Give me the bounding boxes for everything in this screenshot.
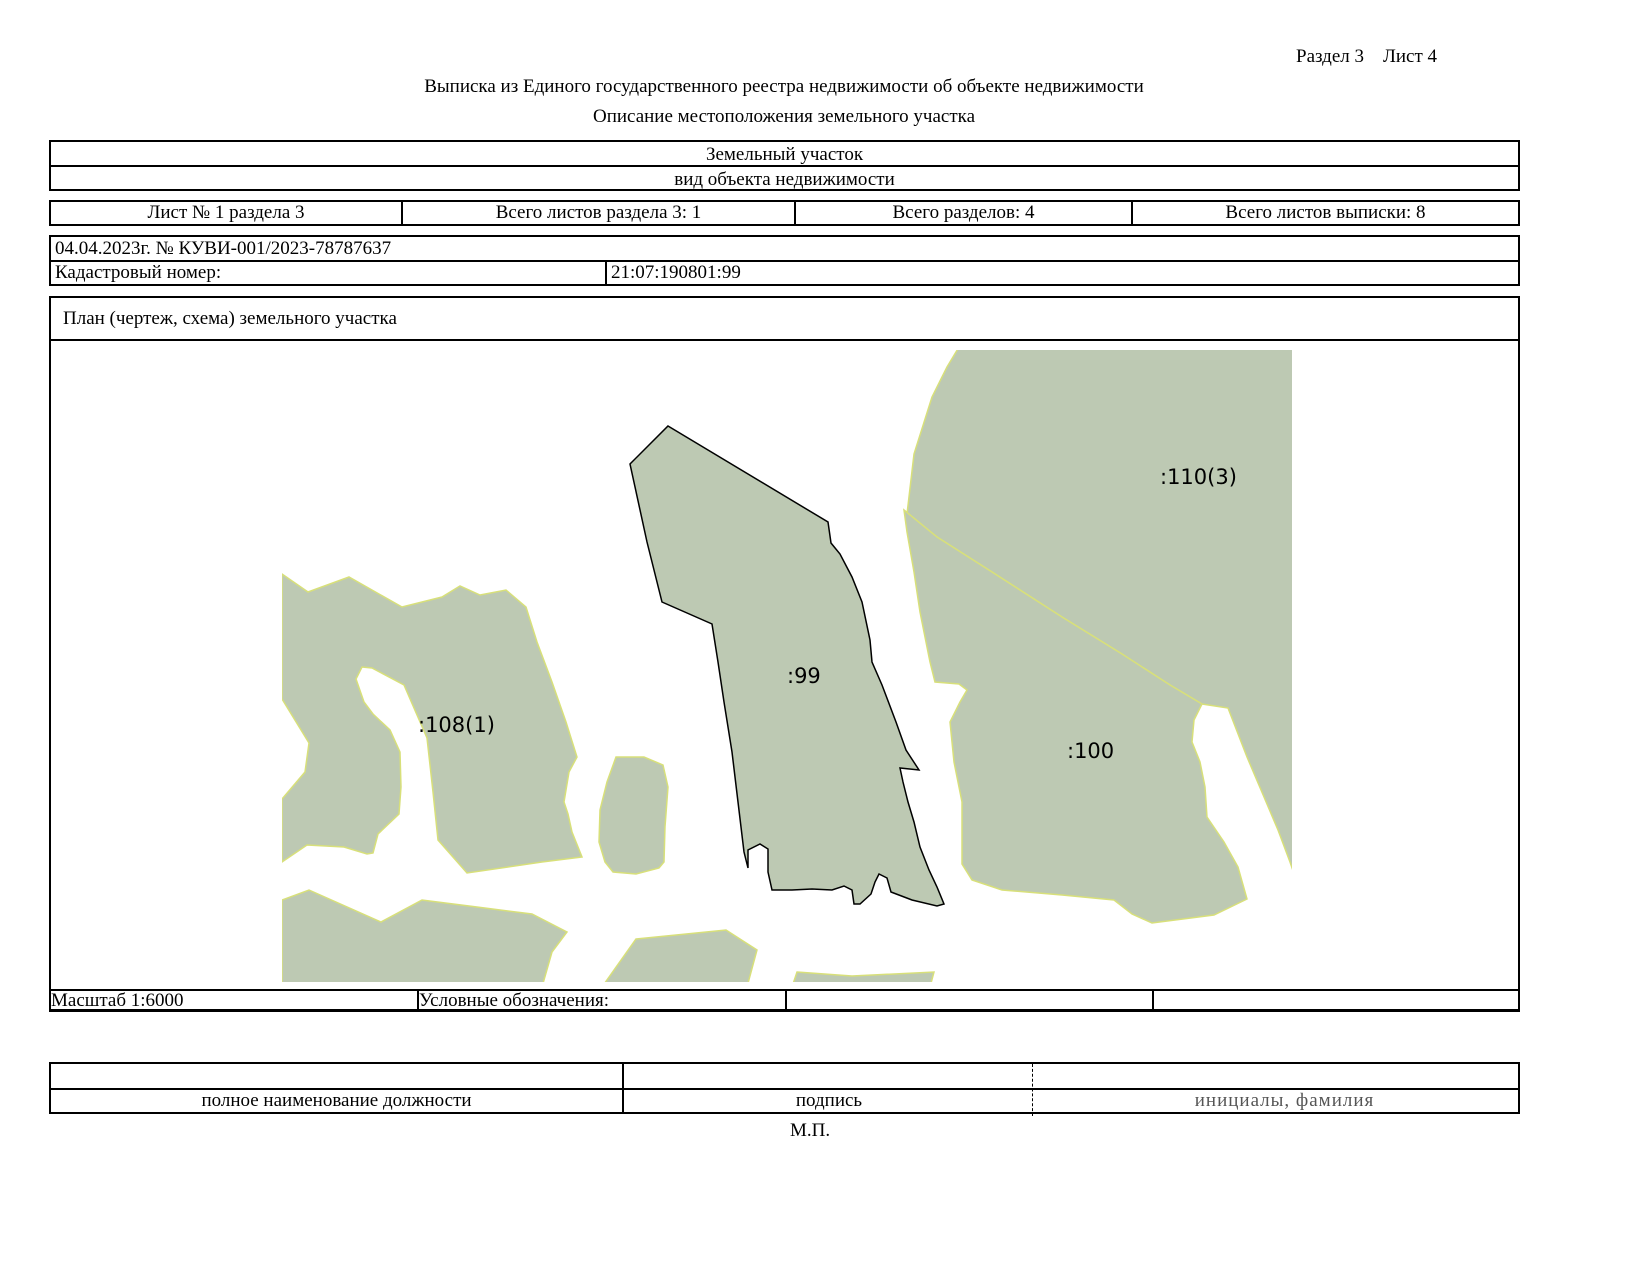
scale-label: Масштаб 1:6000 <box>51 991 184 1010</box>
registry-info <box>49 235 1520 286</box>
document-subtitle: Описание местоположения земельного участка <box>592 106 976 127</box>
stamp-placeholder: М.П. <box>790 1120 831 1141</box>
sheet-number: Лист № 1 раздела 3 <box>147 202 305 223</box>
divider <box>1152 991 1154 1010</box>
parcel-label-99: :99 <box>787 664 821 688</box>
legend-label: Условные обозначения: <box>419 991 610 1010</box>
cadastral-label: Кадастровый номер: <box>55 262 222 283</box>
divider <box>51 165 1518 167</box>
parcel-bottom-left <box>282 890 567 987</box>
plan-heading: План (чертеж, схема) земельного участка <box>63 307 397 329</box>
parcel-label-108: :108(1) <box>418 713 495 737</box>
initials-caption: инициалы, фамилия <box>1194 1090 1375 1111</box>
divider <box>785 991 787 1010</box>
total-sections: Всего разделов: 4 <box>892 202 1035 223</box>
object-type-name: Земельный участок <box>705 144 864 165</box>
total-extract-sheets: Всего листов выписки: 8 <box>1225 202 1426 223</box>
total-section-sheets: Всего листов раздела 3: 1 <box>495 202 702 223</box>
legend-row <box>49 989 1520 1012</box>
signature-caption: подпись <box>795 1090 863 1111</box>
signature-table <box>49 1062 1520 1114</box>
position-caption: полное наименование должности <box>201 1090 472 1111</box>
section-sheet-label: Раздел 3 Лист 4 <box>1296 46 1438 67</box>
object-type-box <box>49 140 1520 191</box>
parcel-bottom-middle <box>602 930 757 987</box>
document-title: Выписка из Единого государственного реестра недвижимости об объекте недвижимости <box>424 76 1144 97</box>
extract-date-number: 04.04.2023г. № КУВИ-001/2023-78787637 <box>55 237 392 259</box>
parcel-bottom-right <box>792 972 934 987</box>
sheets-info-row <box>49 200 1520 226</box>
land-plan-drawing <box>51 341 1518 991</box>
parcel-label-110: :110(3) <box>1160 465 1237 489</box>
object-kind-caption: вид объекта недвижимости <box>674 169 895 190</box>
cadastral-number: 21:07:190801:99 <box>611 262 741 283</box>
parcel-label-100: :100 <box>1067 739 1115 763</box>
parcel-small <box>599 757 668 874</box>
plan-box <box>49 296 1520 1011</box>
